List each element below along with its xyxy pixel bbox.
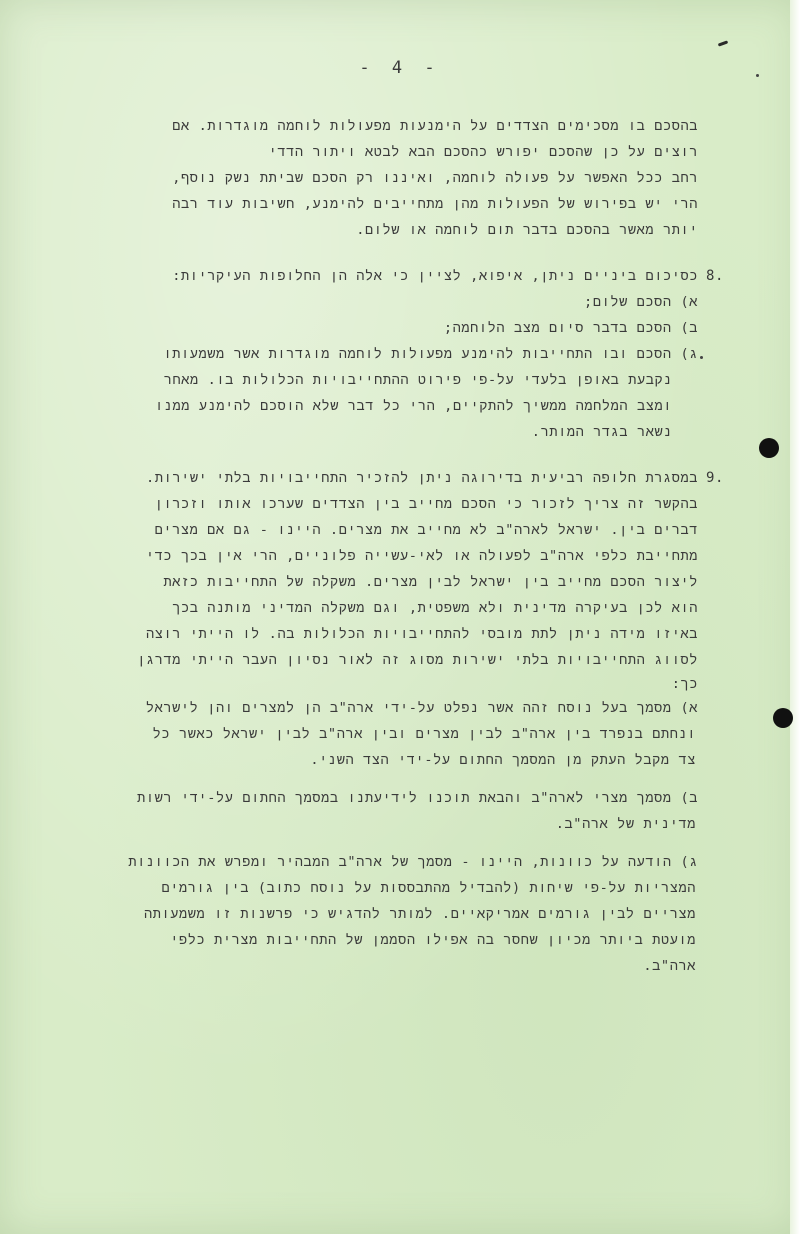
text-line: ארה"ב. bbox=[643, 958, 696, 974]
text-line: מצריים לבין גורמים אמריקאיים. למותר להדגיש כי פרשנות זו משמעותה bbox=[144, 906, 696, 922]
punch-hole bbox=[773, 708, 793, 728]
text-line: נקבעת באופן בלעדי על-פי פירוט ההתחייבויות הכלולות בו. מאחר bbox=[163, 372, 672, 388]
text-line: מתחייבת כלפי ארה"ב לפעולה או לאי-עשייה פלוניים, הרי אין בכך כדי bbox=[145, 548, 698, 564]
text-line: ומצב המלחמה ממשיך להתקיים, הרי כל דבר שלא הוסכם להימנע ממנו bbox=[155, 398, 672, 414]
text-line: לסווג התחייבויות בלתי ישירות מסוג זה לאור נסיון העבר הייתי מדרגן bbox=[137, 652, 698, 668]
text-line: נשאר בגדר המותר. bbox=[531, 424, 672, 440]
page-edge bbox=[790, 0, 800, 1234]
text-line: בהסכם בו מסכימים הצדדים על הימנעות מפעולות לוחמה מוגדרות. אם bbox=[172, 118, 698, 134]
text-line: דברים בין. ישראל לארה"ב לא מחייב את מצרים. היינו - גם אם מצרים bbox=[154, 522, 698, 538]
text-line: ונחתם בנפרד בין ארה"ב לבין מצרים ובין ארה"ב לבין ישראל כאשר כל bbox=[152, 726, 696, 742]
list-item-g: ג) הודעה על כוונות, היינו - מסמך של ארה"ב המבהיר ומפרש את הכוונות bbox=[128, 854, 698, 870]
pen-mark bbox=[718, 40, 728, 46]
text-line: צד מקבל העתק מן המסמך החתום על-ידי הצד השני. bbox=[310, 752, 696, 768]
list-item-a: א) הסכם שלום; bbox=[584, 294, 698, 310]
list-item-g: ג) הסכם ובו התחייבות להימנע מפעולות לוחמה מוגדרות אשר משמעותו bbox=[163, 346, 698, 362]
text-line: המצריות על-פי שיחות (להבדיל מהתבססות על נוסח כתוב) בין גורמים bbox=[161, 880, 696, 896]
text-line: כך: bbox=[671, 676, 698, 692]
section-lead: כסיכום ביניים ניתן, איפוא, לציין כי אלה הן החלופות העיקריות: bbox=[172, 268, 698, 284]
dust-speck bbox=[700, 356, 703, 359]
text-line: מדינית של ארה"ב. bbox=[555, 816, 696, 832]
text-line: הוא לכן בעיקרה מדינית ולא משפטית, וגם משקלה המדיני מותנה בכך bbox=[172, 600, 698, 616]
section-number: 8. bbox=[706, 268, 725, 284]
section-number: 9. bbox=[706, 470, 725, 486]
list-item-b: ב) מסמך מצרי לארה"ב והבאת תוכנו לידיעתנו במסמך החתום על-ידי רשות bbox=[137, 790, 698, 806]
list-item-a: א) מסמך בעל נוסח זהה אשר נפלט על-ידי ארה"ב הן למצרים והן לישראל bbox=[145, 700, 698, 716]
text-line: יותר מאשר בהסכם בדבר תום לוחמה או שלום. bbox=[356, 222, 698, 238]
punch-hole bbox=[759, 438, 779, 458]
text-line: הרי יש בפירוש של הפעולות מהן מתחייבים להימנע, חשיבות עוד רבה bbox=[172, 196, 698, 212]
text-line: במסגרת חלופה רביעית בדירוגה ניתן להזכיר התחייבויות בלתי ישירות. bbox=[146, 470, 698, 486]
text-line: באיזו מידה ניתן לתת מובסי להתחייבויות הכלולות בה. לו הייתי רוצה bbox=[145, 626, 698, 642]
text-line: מועטת ביותר מכיון שחסר בה אפילו הסממן של התחייבות מצרית כלפי bbox=[170, 932, 696, 948]
list-item-b: ב) הסכם בדבר סיום מצב הלוחמה; bbox=[443, 320, 698, 336]
text-line: רחב ככל האפשר על פעולה לוחמה, ואיננו רק הסכם שביתת נשק נוסף, bbox=[172, 170, 698, 186]
text-line: בהקשר זה צריך לזכור כי הסכם מחייב בין הצדדים שערכו אותו וזכרון bbox=[154, 496, 698, 512]
page-number: - 4 - bbox=[359, 58, 441, 78]
text-line: רוצים על כן שהסכם יפורש כהסכם הבא לבטא ויתור הדדי bbox=[268, 144, 698, 160]
text-line: ליצור הסכם מחייב בין ישראל לבין מצרים. משקלה של התחייבות כזאת bbox=[163, 574, 698, 590]
